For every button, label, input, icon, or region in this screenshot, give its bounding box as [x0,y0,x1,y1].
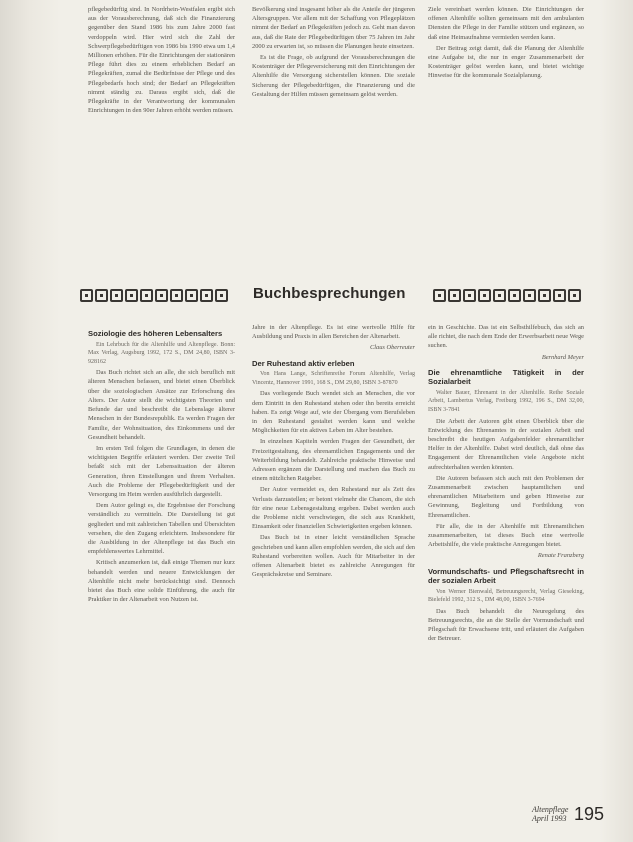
review-3-meta: Walter Bauer, Ehrenamt in der Altenhilfe. Reihe Soziale Arbeit, Lambertus Verlag, Freiburg 1992, 196 S., DM 32,00, ISBN 3-7841 [428,389,584,413]
review-1-reviewer: Claus Oberreuter [369,344,415,352]
top-right-paragraph-2: Der Beitrag zeigt damit, daß die Planung der Altenhilfe eine Aufgabe ist, die nur in enger Zusammenarbeit der Kostenträger gelöst werden kann, und bietet wichtige Hinweise für die kommunale Sozialplanung. [428,44,584,80]
top-left-paragraph: pflegebedürftig sind. In Nordrhein-Westfalen ergibt sich aus der Vorausberechnung, daß sich die Finanzierung gegenüber den Stand 1986 bis zum Jahre 2000 fast verdoppeln wird. Hier wird sich die Zahl der Schwerpflegebedürftigen von 1986 bis 1990 etwa um 1,4 Millionen erhöhen. Für die Einrichtungen der stationären Pflege führt dies zu einem erheblichen Bedarf an Pflegekräften, zumal die Bedürfnisse der Pflege und des Pflegebedarfs hoch sind; der Bedarf an Pflegekräften nimmt ständig zu. Daraus ergibt sich, daß die Pflegekräfte in der Verantwortung der kommunalen Einrichtungen in den 90er Jahren erhöht werden müssen. [88,6,235,115]
chain-link-ornament [553,289,566,302]
chain-link-ornament [80,289,93,302]
page-number: 195 [574,804,605,824]
top-middle-paragraph-2: Es ist die Frage, ob aufgrund der Vorausberechnungen die Kostenträger der Pflegeversicherung mit den Einrichtungen der Altenhilfe die Versorgung sicherstellen können. Die soziale Sicherung der Pflegebedürftigen, die Finanzierung und die Gestaltung der Hilfen müssen gemeinsam gelöst werden. [252,54,415,98]
chain-link-ornament [170,289,183,302]
review-3-title: Die ehrenamtliche Tätigkeit in der Sozialarbeit [428,367,584,387]
review-2-meta: Von Hans Lange, Schriftenreihe Forum Altenhilfe, Verlag Vincentz, Hannover 1991, 168 S., DM 29,80, ISBN 3-87870 [252,371,415,386]
review-2-title: Der Ruhestand aktiv erleben [252,358,355,368]
chain-link-ornament [185,289,198,302]
chain-link-ornament [508,289,521,302]
review-3-paragraph-3: Für alle, die in der Altenhilfe mit Ehrenamtlichen zusammenarbeiten, ist dieses Buch eine wertvolle Arbeitshilfe, die viele praktische Anregungen bietet. [428,522,584,549]
review-1-paragraph-1: Das Buch richtet sich an alle, die sich beruflich mit älteren Menschen befassen, und bietet einen Überblick über die soziologischen Ansätze zur Erforschung des Alters. Der Autor stellt die wichtigsten Theorien und Befunde dar und beschreibt die Lebenslage älterer Menschen in der Bundesrepublik. Es werden Fragen der Familie, der Wohnsituation, des Einkommens und der Gesundheit behandelt. [88,369,235,441]
footer-magazine [532,805,568,823]
magazine-issue: April 1993 [532,814,567,823]
chain-link-ornament [155,289,168,302]
top-column-left [88,5,235,117]
review-3-paragraph-1: Die Arbeit der Autoren gibt einen Überblick über die Entwicklung des Ehrenamtes in der sozialen Arbeit und beschreibt die heutigen Aufgabenfelder ehrenamtlicher Helfer in der Altenhilfe. Dabei wird deutlich, daß ohne das Engagement der Ehrenamtlichen viele Angebote nicht aufrechterhalten werden könnten. [428,417,584,471]
review-2-paragraph-4: Das Buch ist in einer leicht verständlichen Sprache geschrieben und kann allen empfohlen werden, die sich auf den Ruhestand vorbereiten wollen. Auch für Mitarbeiter in der offenen Altenarbeit bietet es zahlreiche Anregungen für Gesprächskreise und Seminare. [252,534,415,579]
chain-link-ornament [478,289,491,302]
chain-link-ornament [538,289,551,302]
review-3-reviewer: Renate Franzberg [537,552,584,560]
review-1-title: Soziologie des höheren Lebensalters [88,329,223,338]
review-column-left [88,323,235,606]
review-4-meta: Von Werner Bienwald, Betreuungsrecht, Verlag Gieseking, Bielefeld 1992, 312 S., DM 48,00, ISBN 3-7694 [428,588,584,604]
chain-link-ornament [463,289,476,302]
chain-link-ornament [200,289,213,302]
chain-link-ornament [215,289,228,302]
review-column-middle [252,323,415,581]
top-column-middle [252,5,415,101]
chain-link-ornament [523,289,536,302]
top-right-paragraph-1: Ziele vereinbart werden können. Die Einrichtungen der offenen Altenhilfe sollten gemeinsam mit den ambulanten Diensten die Pflege in der Familie stützen und ergänzen, so daß eine Heimaufnahme vermieden werden kann. [428,6,584,41]
review-4-paragraph-1: Das Buch behandelt die Neuregelung des Betreuungsrechts, die an die Stelle der Vormundschaft und Pflegschaft für Erwachsene tritt, und erläutert die Aufgaben der Betreuer. [428,607,584,643]
section-banner [80,285,620,305]
chain-link-ornament [95,289,108,302]
chain-ornament-right [433,289,581,302]
review-2-paragraph-1: Das vorliegende Buch wendet sich an Menschen, die vor dem Eintritt in den Ruhestand stehen oder ihn bereits erreicht haben. Es zeigt Wege auf, wie der Übergang vom Berufsleben in den Ruhestand gestaltet werden kann und welche Möglichkeiten für ein aktives Leben im Alter bestehen. [252,390,415,435]
review-1-end-text: Jahre in der Altenpflege. Es ist eine wertvolle Hilfe für Ausbildung und Praxis in allen Bereichen der Altenarbeit. [252,324,415,341]
chain-link-ornament [140,289,153,302]
review-column-right [428,323,584,646]
review-3-lead-reviewer: Bernhard Meyer [541,353,584,361]
section-title: Buchbesprechungen [253,285,406,302]
review-3-lead: ein in Geschichte. Das ist ein Selbsthilfebuch, das sich an alle richtet, die nach dem Ende der Erwerbsarbeit neue Wege suchen. [428,324,584,350]
chain-link-ornament [433,289,446,302]
review-1-paragraph-2: Im ersten Teil folgen die Grundlagen, in denen die wichtigsten Begriffe erläutert werden. Der zweite Teil befaßt sich mit der Lebenssituation der älteren Generation, ihren Einstellungen und ihrem Verhalten. Auch die Probleme der Pflegebedürftigkeit und der Versorgung im Heim werden ausführlich dargestellt. [88,444,235,498]
chain-link-ornament [568,289,581,302]
chain-link-ornament [125,289,138,302]
chain-ornament-left [80,289,228,302]
top-column-right [428,5,584,83]
chain-link-ornament [110,289,123,302]
top-middle-paragraph-1: Bevölkerung sind insgesamt höher als die Anteile der jüngeren Altersgruppen. Vor allem mit der Schaffung von Pflegeplätzen nimmt der Bedarf an Pflegekräften jedoch zu. Geht man davon aus, daß die Rate der Pflegebedürftigen über 75 Jahren im Jahr 2000 zu erwarten ist, so müssen die Planungen heute einsetzen. [252,6,415,50]
review-2-paragraph-3: Der Autor vermeidet es, den Ruhestand nur als Zeit des Verlusts darzustellen; er betont vielmehr die Chancen, die sich für eine neue Lebensgestaltung ergeben. Dabei werden auch die Probleme nicht verschwiegen, die sich aus Krankheit, Einsamkeit oder finanziellen Schwierigkeiten ergeben können. [252,486,415,531]
review-1-paragraph-4: Kritisch anzumerken ist, daß einige Themen nur kurz behandelt werden und neuere Entwicklungen der Altenhilfe nicht mehr berücksichtigt sind. Dennoch bietet das Buch eine solide Einführung, die auch für Praktiker in der Altenarbeit von Nutzen ist. [88,559,235,604]
chain-link-ornament [448,289,461,302]
chain-link-ornament [493,289,506,302]
review-4-title: Vormundschafts- und Pflegschaftsrecht in der sozialen Arbeit [428,566,584,586]
magazine-name: Altenpflege [532,805,569,814]
review-2-paragraph-2: In einzelnen Kapiteln werden Fragen der Gesundheit, der Freizeitgestaltung, des ehrenamtlichen Engagements und der Weiterbildung behandelt. Zahlreiche praktische Hinweise und Adressen ergänzen die Darstellung und machen das Buch zu einem nützlichen Ratgeber. [252,438,415,483]
review-1-paragraph-3: Dem Autor gelingt es, die Ergebnisse der Forschung verständlich zu vermitteln. Die Darstellung ist gut gegliedert und mit zahlreichen Tabellen und Übersichten versehen, die den Zugang erleichtern. Insbesondere für die Ausbildung in der Altenpflege ist das Buch ein empfehlenswertes Lehrmittel. [88,502,235,556]
review-1-meta: Ein Lehrbuch für die Altenhilfe und Altenpflege. Bonn: Max Verlag, Augsburg 1992, 172 S., DM 24,80, ISBN 3-928162 [88,341,235,365]
review-3-paragraph-2: Die Autoren befassen sich auch mit den Problemen der Zusammenarbeit zwischen hauptamtlichen und ehrenamtlichen Mitarbeitern und geben Hinweise zur Gewinnung, Begleitung und Fortbildung von Ehrenamtlichen. [428,474,584,519]
